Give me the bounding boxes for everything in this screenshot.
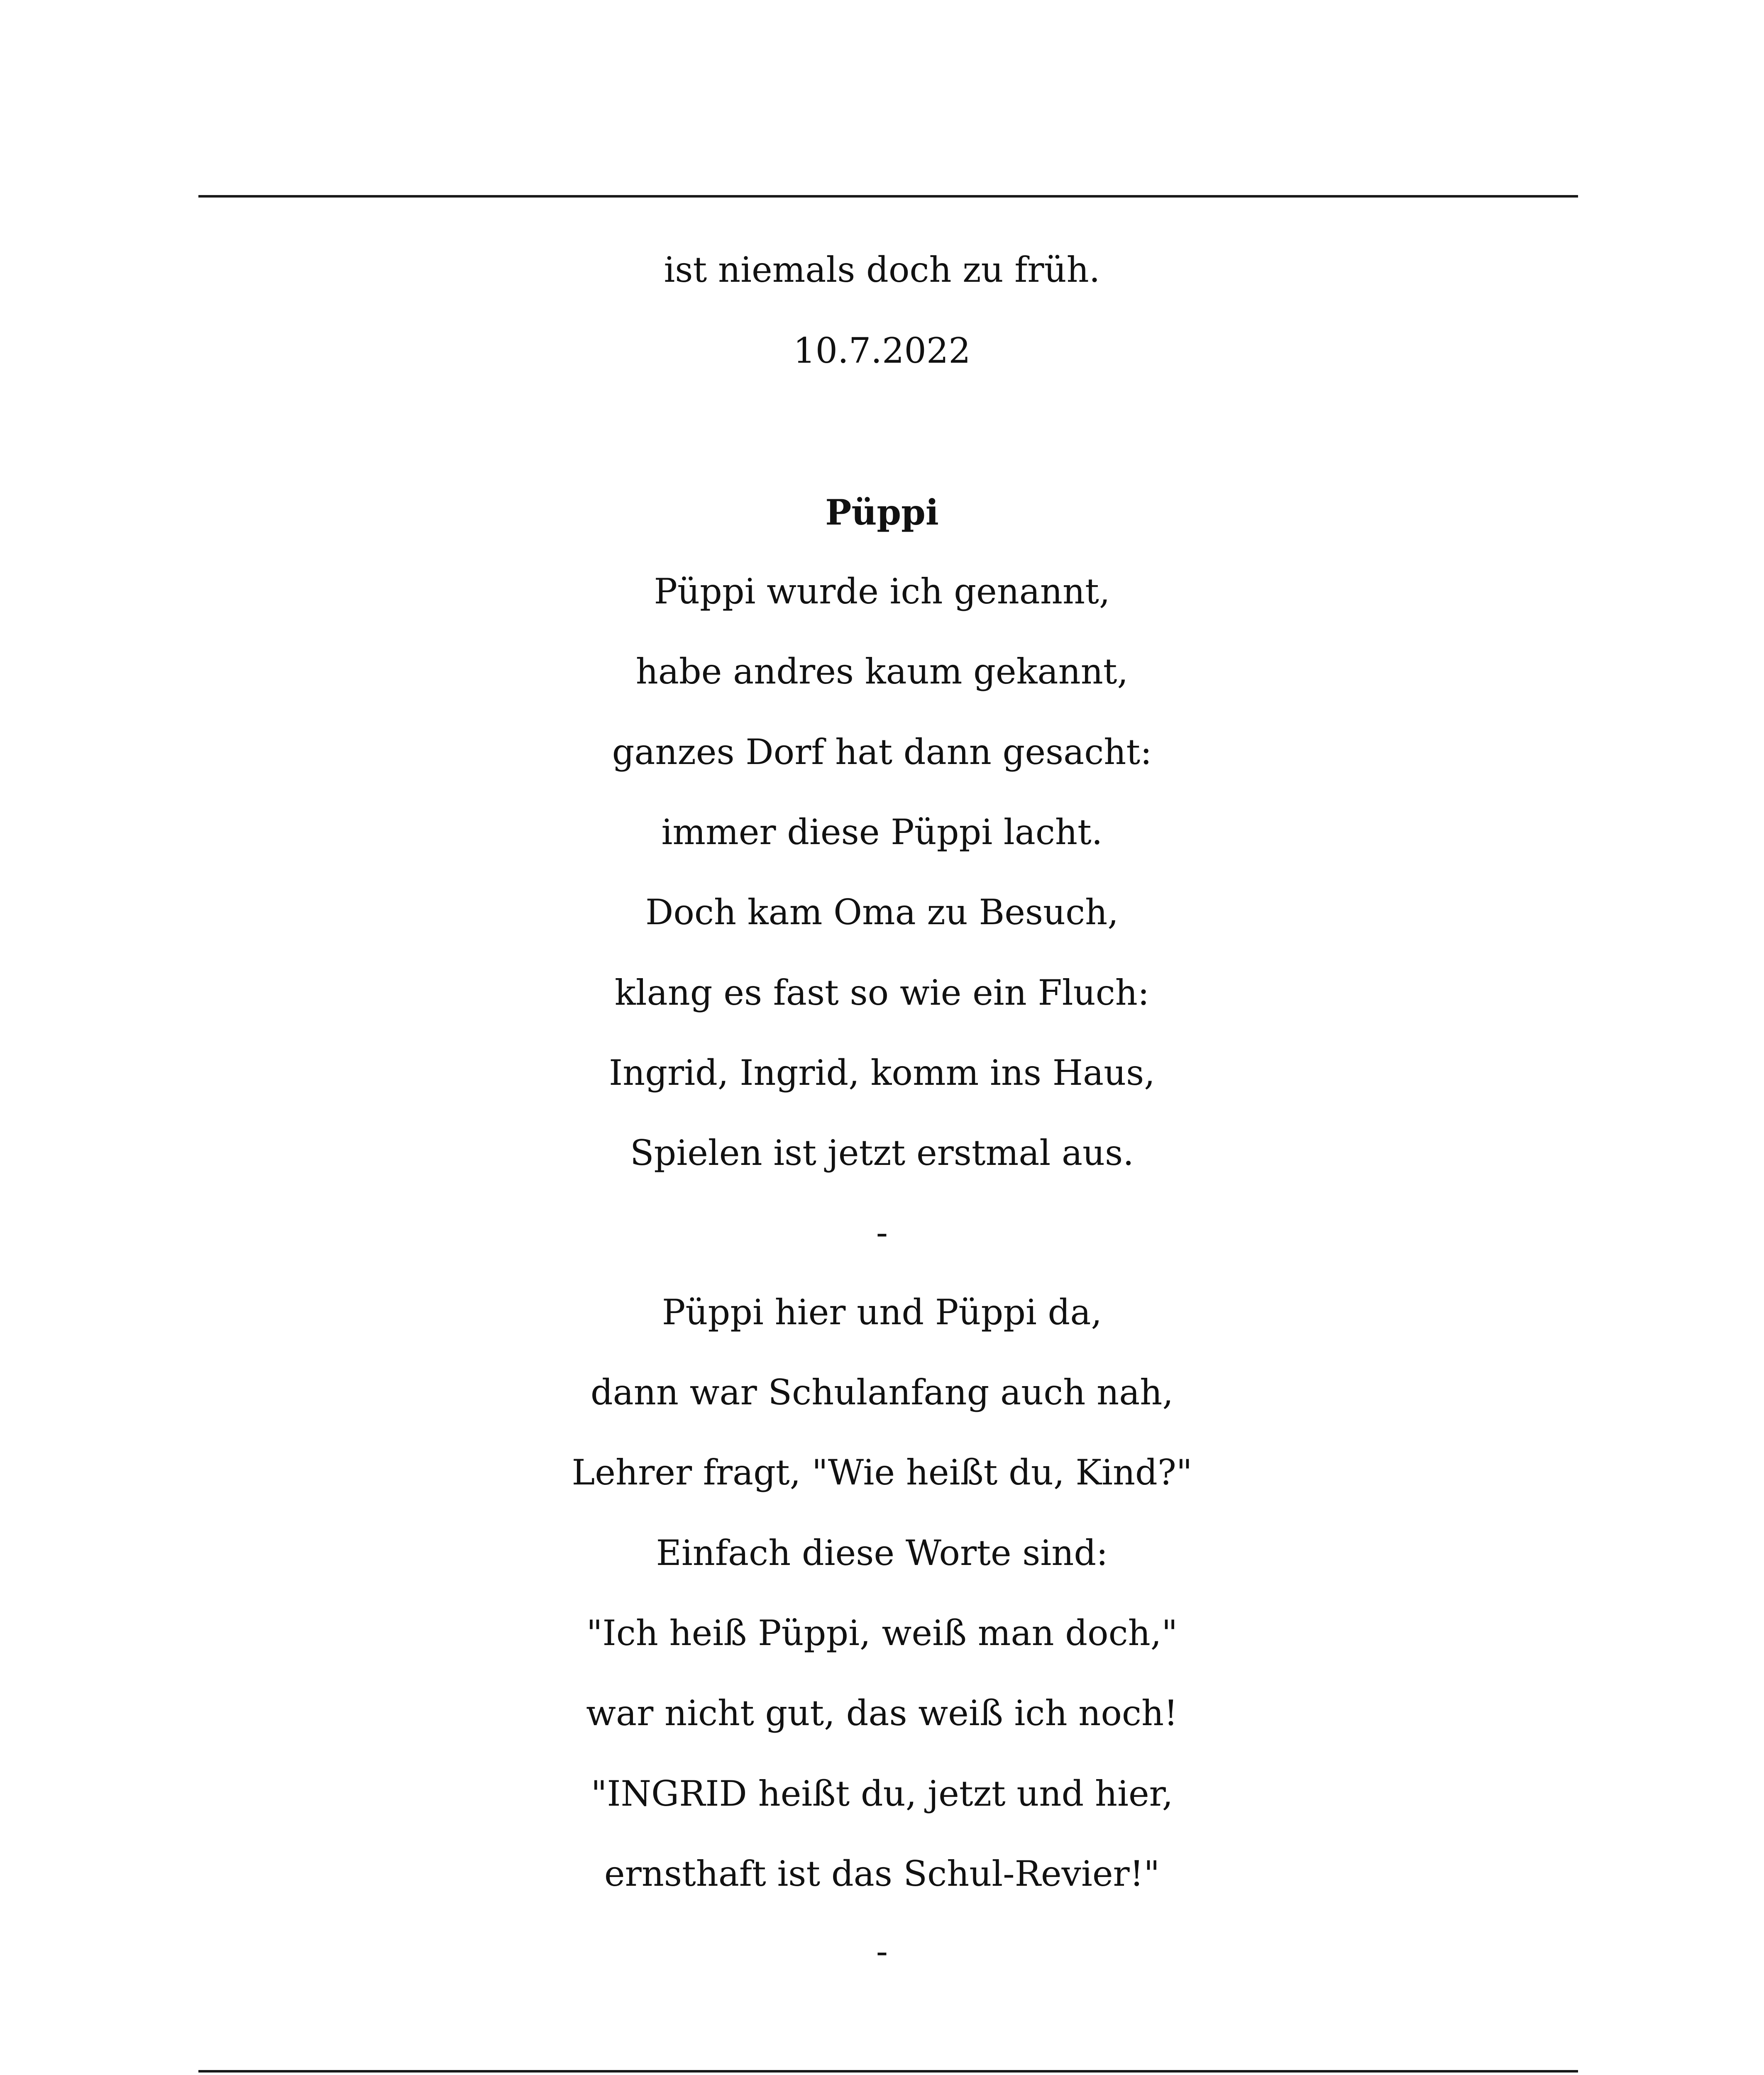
poem-line: Püppi wurde ich genannt, [654,571,1110,612]
poem-line: immer diese Püppi lacht. [661,812,1103,852]
poem-line: ernsthaft ist das Schul-Revier!" [604,1853,1160,1894]
poem-line: "INGRID heißt du, jetzt und hier, [591,1773,1173,1814]
poem-line: Ingrid, Ingrid, komm ins Haus, [609,1052,1155,1093]
poem-line: Lehrer fragt, "Wie heißt du, Kind?" [572,1452,1192,1493]
poem-line: Einfach diese Worte sind: [656,1533,1108,1573]
poem-line: klang es fast so wie ein Fluch: [614,972,1150,1013]
poem-line: Spielen ist jetzt erstmal aus. [630,1133,1134,1173]
poem-date: 10.7.2022 [793,330,971,371]
poem-line: ganzes Dorf hat dann gesacht: [612,732,1152,772]
header-rule [198,195,1578,198]
poem-line: "Ich heiß Püppi, weiß man doch," [586,1613,1178,1653]
poem-line: Doch kam Oma zu Besuch, [645,892,1119,933]
poem-line: dann war Schulanfang auch nah, [590,1372,1174,1413]
preceding-poem-last-line: ist niemals doch zu früh. [664,249,1100,290]
stanza-separator: - [876,1931,888,1972]
poem-line: war nicht gut, das weiß ich noch! [586,1693,1178,1733]
poem-title: Püppi [825,492,939,533]
poem-line: Püppi hier und Püppi da, [662,1292,1102,1333]
poem-line: habe andres kaum gekannt, [635,651,1129,692]
stanza-separator: - [876,1212,888,1253]
footer-rule [198,2070,1578,2073]
